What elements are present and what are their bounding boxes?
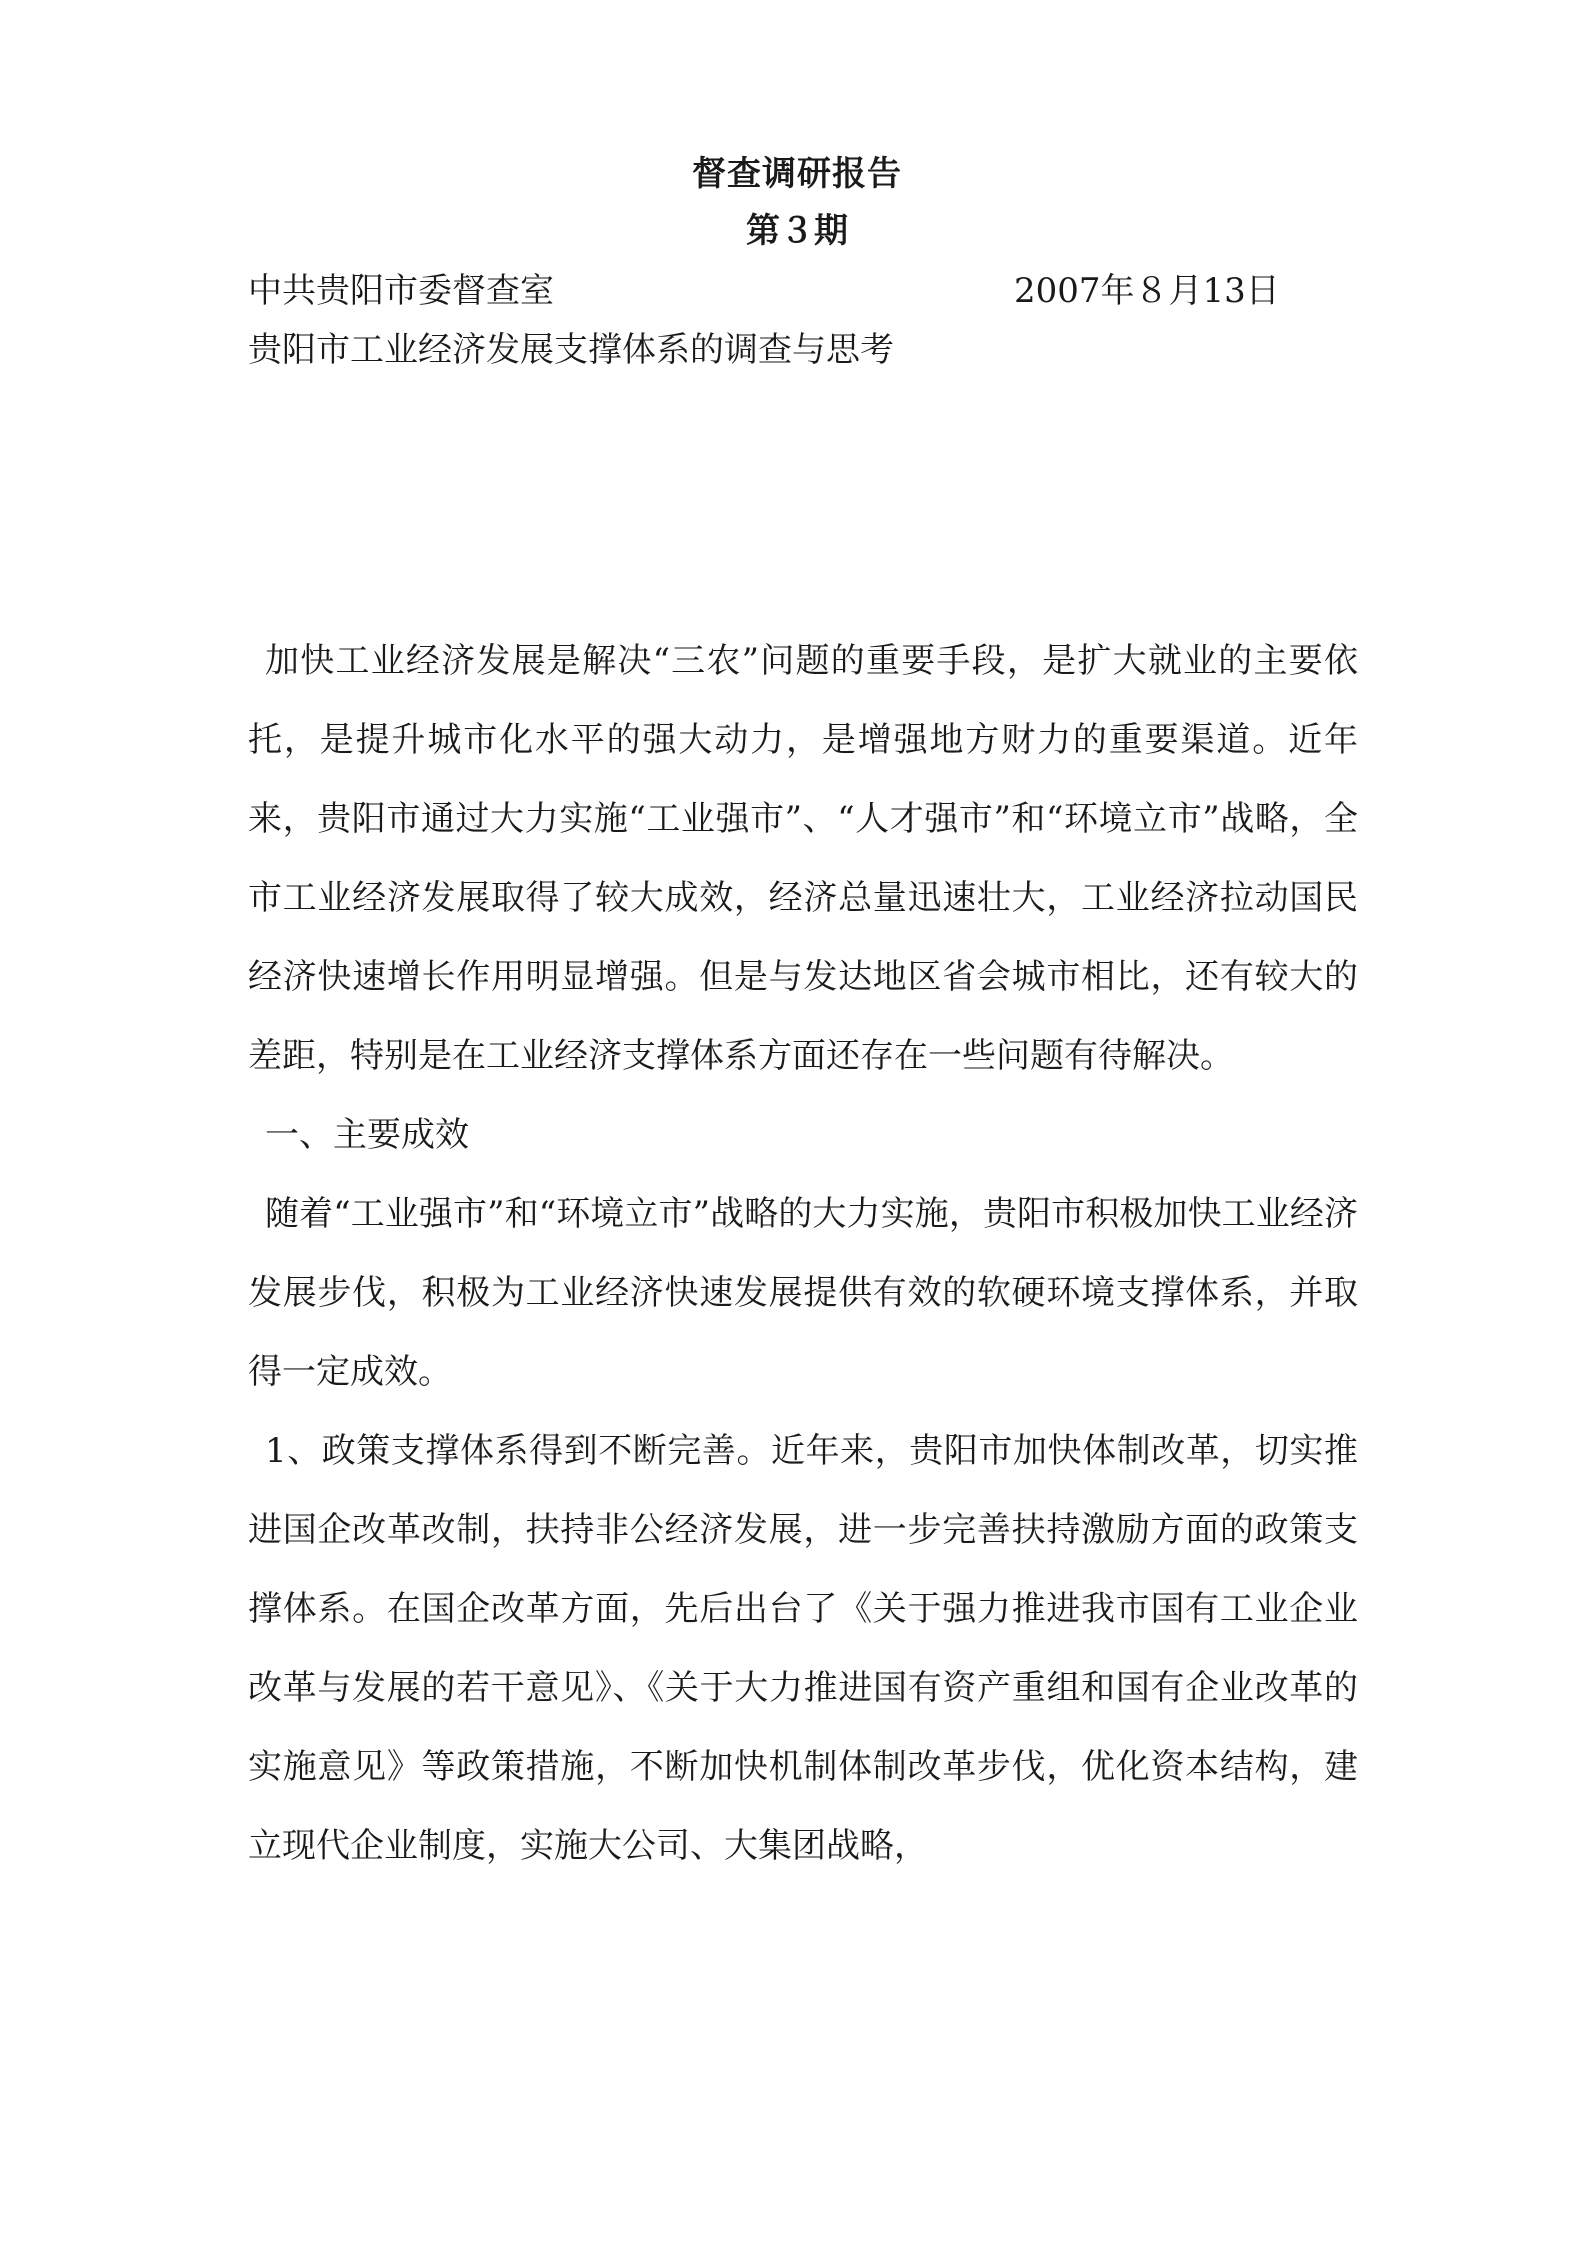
report-date: 2007年８月13日 [1014, 271, 1280, 311]
issue-number: 第３期 [746, 211, 848, 251]
issuing-office: 中共贵阳市委督查室 [248, 271, 554, 311]
report-title: 督查调研报告 [692, 154, 902, 194]
report-subtitle: 贵阳市工业经济发展支撑体系的调查与思考 [248, 330, 894, 370]
paragraph-section-intro: 随着“工业强市”和“环境立市”战略的大力实施，贵阳市积极加快工业经济发展步伐，积极为工业经济快速发展提供有效的软硬环境支撑体系，并取得一定成效。 [248, 1194, 1358, 1392]
section-heading: 一、主要成效 [265, 1115, 469, 1155]
paragraph-policy: 1、政策支撑体系得到不断完善。近年来，贵阳市加快体制改革，切实推进国企改革改制，扶持非公经济发展，进一步完善扶持激励方面的政策支撑体系。在国企改革方面，先后出台了《关于强力推进我市国有工业企业改革与发展的若干意见》、《关于大力推进国有资产重组和国有企业改革的实施意见》等政策措施，不断加快机制体制改革步伐，优化资本结构，建立现代企业制度，实施大公司、大集团战略， [248, 1431, 1358, 1866]
report-body [248, 622, 1358, 1886]
paragraph-intro: 加快工业经济发展是解决“三农”问题的重要手段，是扩大就业的主要依托，是提升城市化水平的强大动力，是增强地方财力的重要渠道。近年来，贵阳市通过大力实施“工业强市”、“人才强市”和“环境立市”战略，全市工业经济发展取得了较大成效，经济总量迅速壮大，工业经济拉动国民经济快速增长作用明显增强。但是与发达地区省会城市相比，还有较大的差距，特别是在工业经济支撑体系方面还存在一些问题有待解决。 [248, 641, 1358, 1076]
